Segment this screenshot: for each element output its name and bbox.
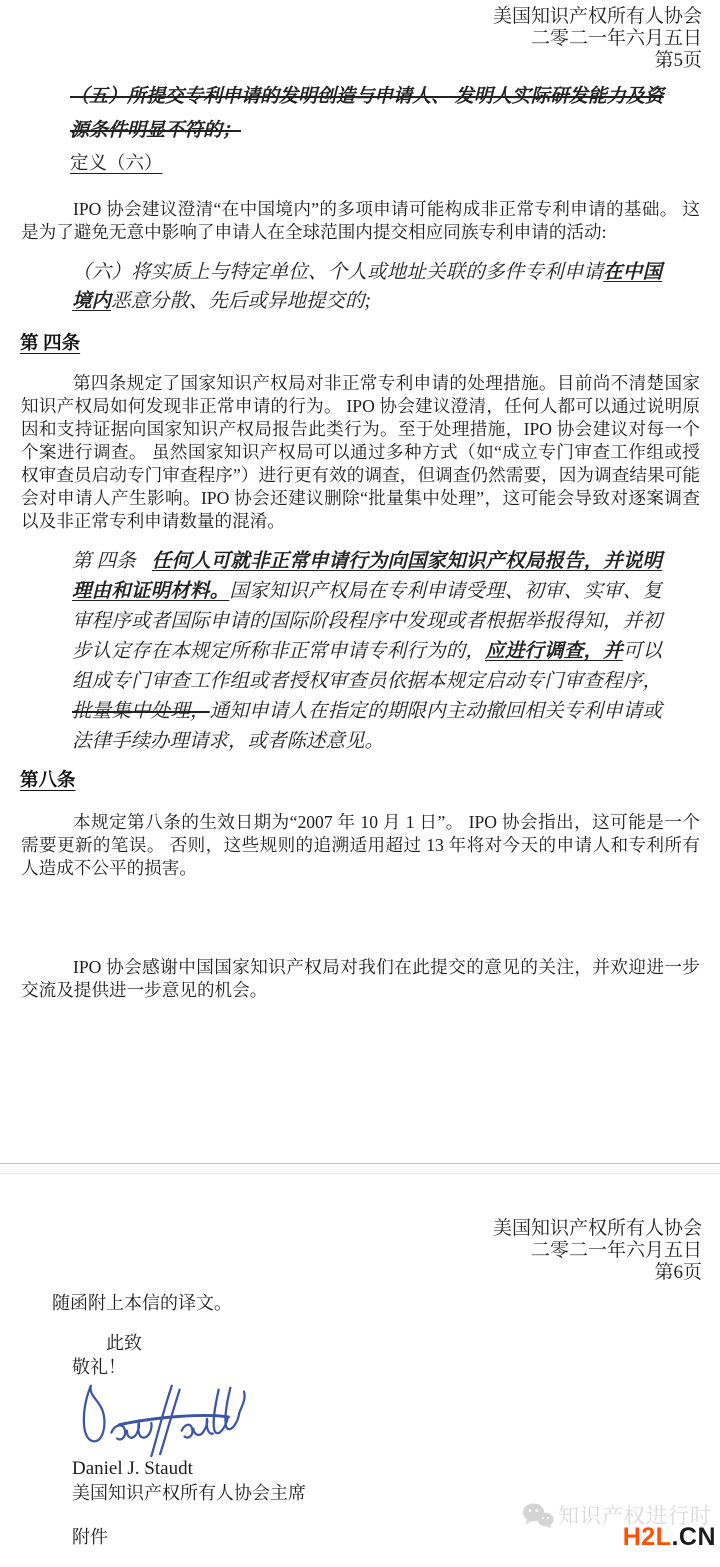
- header-date: 二零二一年六月五日: [530, 28, 702, 49]
- page-divider: [0, 1163, 720, 1174]
- signer-name: Daniel J. Staudt: [72, 1458, 193, 1479]
- quote-clause-6-post: 恶意分散、先后或异地提交的;: [111, 291, 372, 312]
- page6-header: [0, 1174, 720, 1284]
- quote-article-4-struck: 批量集中处理，: [72, 701, 210, 722]
- paragraph-thanks: IPO 协会感谢中国国家知识产权局对我们在此提交的意见的关注，并欢迎进一步交流及提供进一步意见的机会。: [21, 957, 700, 1000]
- site-logo-suffix: .CN: [671, 1523, 716, 1551]
- page-6: [0, 1174, 720, 1564]
- quote-article-4-bold-1: 任何人可就非正常申请行为向国家知识产权局报告，并说明理由和证明材料。: [72, 551, 662, 602]
- quote-article-4-bold-2: 应进行调查，并: [485, 641, 623, 662]
- quote-clause-6-emphasis: 在中国境内: [72, 262, 662, 312]
- quote-article-4-tail: 通知申请人在指定的期限内主动撤回相关专利申请或法律手续办理请求，或者陈述意见。: [72, 701, 662, 752]
- article-4-heading: 第 四条: [20, 334, 81, 354]
- paragraph-article-8-comment: 本规定第八条的生效日期为“2007 年 10 月 1 日”。 IPO 协会指出，这可能是一个需要更新的笔误。 否则，这些规则的追溯适用超过 13 年将对今天的申请人和专利所有人造成不公平的损害。: [21, 812, 700, 878]
- header-org: 美国知识产权所有人协会: [492, 1218, 702, 1239]
- paragraph-ipo-clarify: IPO 协会建议澄清“在中国境内”的多项申请可能构成非正常专利申请的基础。 这是为了避免无意中影响了申请人在全球范围内提交相应同族专利申请的活动:: [21, 199, 700, 242]
- quote-article-4-mid: 国家知识产权局在专利申请受理、初审、实审、复审程序或者国际申请的国际阶段程序中发现或者根据举报得知，并初步认定存在本规定所称非正常申请专利行为的，: [72, 581, 662, 662]
- watermark-text: 知识产权进行时: [558, 1505, 712, 1528]
- site-logo: [623, 1523, 716, 1552]
- deleted-clause-5: [70, 80, 670, 148]
- signature-ink: [74, 1376, 256, 1458]
- header-date: 二零二一年六月五日: [530, 1240, 702, 1261]
- page5-header: [0, 0, 720, 72]
- header-org: 美国知识产权所有人协会: [492, 6, 702, 27]
- paragraph-article-4-comment: 第四条规定了国家知识产权局对非正常专利申请的处理措施。目前尚不清楚国家知识产权局如何发现非正常申请的行为。 IPO 协会建议澄清，任何人都可以通过说明原因和支持证据向国家知识产权局报告此类行为。至于处理措施，IPO 协会建议对每一个个案进行调查。 虽然国家知识产权局可以通过多种方式（如“成立专门审查工作组或授权审查员启动专门审查程序”）进行更有效的调查，但调查仍然需要，因为调查结果可能会对申请人产生影响。IPO 协会还建议删除“批量集中处理”，这可能会导致对逐案调查以及非正常专利申请数量的混淆。: [21, 373, 700, 531]
- signer-title: 美国知识产权所有人协会主席: [72, 1483, 306, 1503]
- attachment-label: 附件: [72, 1527, 108, 1547]
- quote-article-4-mid-2: 可以组成专门审查工作组或者授权审查员依据本规定启动专门审查程序，: [72, 641, 662, 692]
- header-page-number: 第6页: [654, 1262, 702, 1283]
- article-8-heading: 第八条: [20, 771, 76, 791]
- closing-jingli: 敬礼！: [72, 1357, 126, 1377]
- definition-heading: 定义（六）: [70, 154, 163, 174]
- deleted-clause-5-text: （五）所提交专利申请的发明创造与申请人、 发明人实际研发能力及资源条件明显不符的；: [70, 86, 664, 141]
- site-logo-main: H2L: [622, 1523, 672, 1551]
- wechat-icon: [522, 1502, 554, 1529]
- enclosure-note: 随函附上本信的译文。: [52, 1293, 232, 1313]
- watermark: [528, 1500, 718, 1558]
- quote-article-4-label: 第 四条: [72, 551, 136, 572]
- header-page-number: 第5页: [654, 50, 702, 71]
- handwritten-signature: [74, 1376, 256, 1458]
- quote-article-4: [72, 547, 662, 757]
- quote-clause-6: [72, 258, 662, 316]
- quote-clause-6-pre: （六）将实质上与特定单位、个人或地址关联的多件专利申请: [72, 262, 604, 283]
- closing-cizhi: 此致: [106, 1333, 142, 1353]
